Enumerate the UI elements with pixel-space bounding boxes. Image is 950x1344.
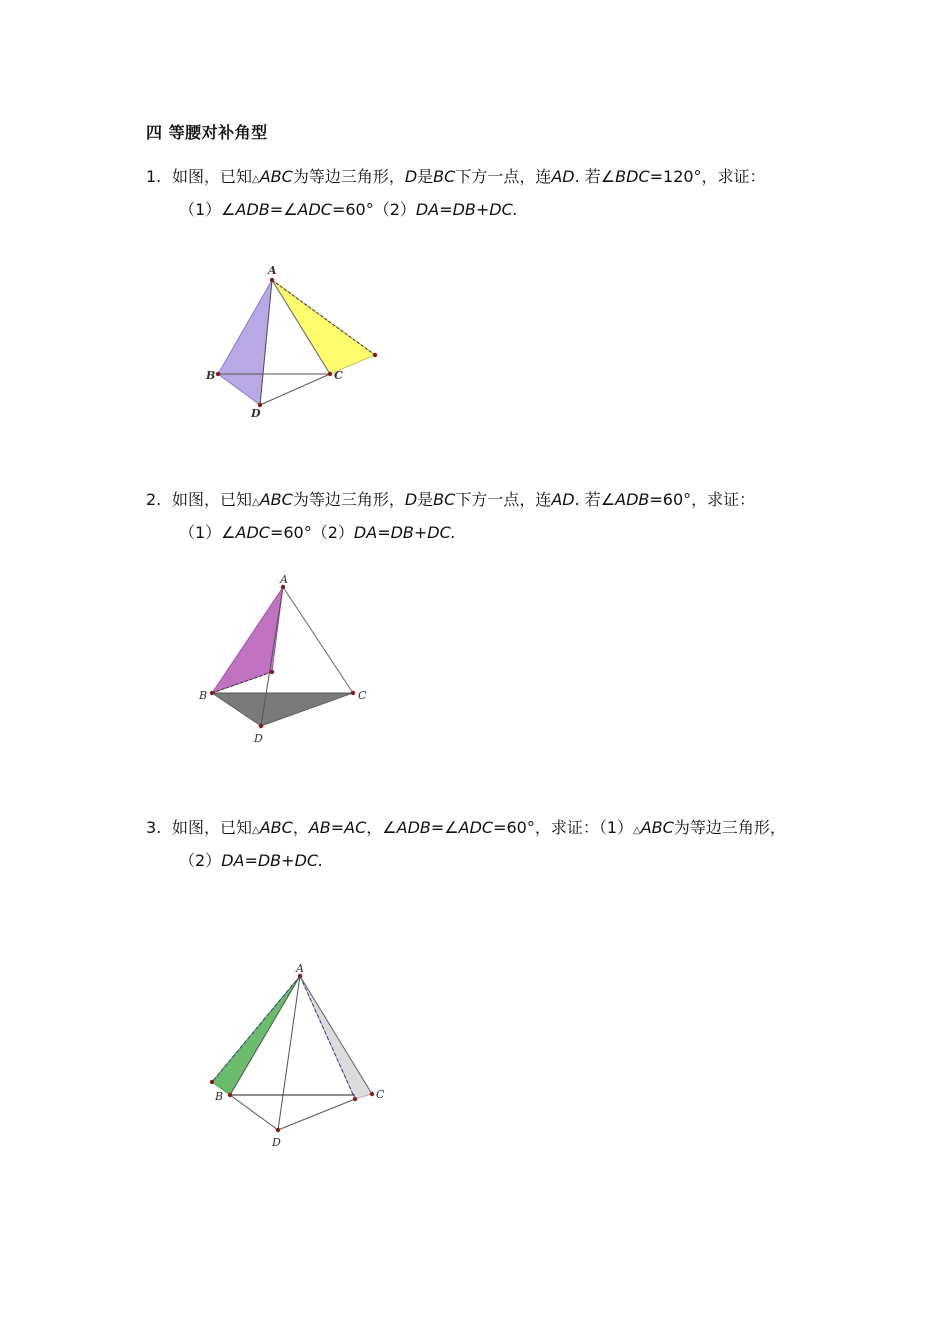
math-var: BC [433, 167, 456, 186]
math-var: ABC [640, 818, 674, 837]
label-c: C [376, 1088, 385, 1101]
figure-3 [190, 955, 400, 1155]
point-a [270, 278, 274, 282]
triangle-symbol: △ [252, 825, 260, 836]
problem-2-line2 [146, 518, 755, 548]
text: ， [292, 818, 309, 837]
text: =60°，求证：（1） [493, 818, 634, 837]
point-b [216, 372, 220, 376]
problem-number: 1. [146, 167, 162, 186]
point-c [351, 691, 355, 695]
text: =∠ [269, 200, 298, 219]
problem-3 [146, 813, 786, 876]
math-var: AB [308, 818, 331, 837]
problem-number: 3. [146, 818, 162, 837]
text: = [244, 851, 258, 870]
math-var: AD [551, 167, 575, 186]
text: . [318, 851, 324, 870]
figure-2-left-triangle [212, 587, 283, 693]
figure-3-dashed-right [300, 976, 355, 1099]
text: 如图，已知 [172, 167, 253, 186]
figure-3-side-ac [300, 976, 372, 1094]
math-var: DC [427, 523, 451, 542]
label-c: C [358, 689, 367, 702]
label-b: B [199, 689, 208, 702]
label-b: B [215, 1090, 224, 1103]
problem-2 [146, 485, 755, 548]
figure-2-side-ac [283, 587, 353, 693]
point-c [370, 1092, 374, 1096]
label-a: A [280, 573, 288, 586]
math-var: DC [294, 851, 319, 870]
point-c [328, 372, 332, 376]
math-var: ADB [615, 490, 650, 509]
text: 下方一点，连 [455, 490, 552, 509]
math-var: DA [415, 200, 440, 219]
point-d [259, 724, 263, 728]
problem-3-line2 [146, 846, 786, 876]
text: （1）∠ [179, 200, 236, 219]
label-d: D [254, 732, 263, 745]
text: 如图，已知 [172, 490, 253, 509]
figure-3-side-ab [230, 976, 300, 1095]
problem-number: 2. [146, 490, 162, 509]
text: = [439, 200, 453, 219]
math-var: ABC [259, 167, 293, 186]
math-var: DB [390, 523, 414, 542]
text: ，∠ [366, 818, 397, 837]
text: + [413, 523, 428, 542]
text: 是 [417, 490, 434, 509]
point-extra-left [210, 1080, 214, 1084]
label-d: D [251, 407, 261, 420]
math-var: ADC [458, 818, 494, 837]
math-var: AC [344, 818, 367, 837]
figure-1 [190, 255, 390, 425]
math-var: BC [433, 490, 456, 509]
math-var: ADB [396, 818, 431, 837]
math-var: ABC [259, 490, 293, 509]
problem-1 [146, 162, 766, 225]
text: 如图，已知 [172, 818, 253, 837]
text: （2） [179, 851, 222, 870]
math-var: D [404, 167, 418, 186]
label-c: C [334, 369, 343, 382]
text: = [330, 818, 345, 837]
math-var: ADB [235, 200, 270, 219]
triangle-symbol: △ [252, 497, 260, 508]
figure-3-segment-bd [230, 1095, 278, 1130]
math-var: ADC [297, 200, 332, 219]
text: =60°（2） [331, 200, 416, 219]
text: 为等边三角形， [673, 818, 786, 837]
math-var: DB [452, 200, 476, 219]
label-b: B [206, 369, 216, 382]
point-b [228, 1093, 232, 1097]
math-var: D [404, 490, 418, 509]
math-var: DC [489, 200, 513, 219]
point-d [276, 1128, 280, 1132]
text: + [475, 200, 490, 219]
text: . 若∠ [574, 490, 616, 509]
label-a: A [268, 264, 277, 277]
triangle-symbol: △ [633, 825, 641, 836]
math-var: DB [257, 851, 282, 870]
text: 是 [417, 167, 434, 186]
figure-2-bottom-triangle [212, 693, 353, 726]
point-b [210, 691, 214, 695]
figure-1-right-triangle [272, 280, 375, 374]
figure-3-segment-dc [278, 1099, 355, 1130]
point-extra [270, 670, 274, 674]
text: . [450, 523, 456, 542]
figure-3-left-triangle [212, 976, 300, 1095]
text: =120°，求证： [649, 167, 766, 186]
text: . 若∠ [574, 167, 616, 186]
triangle-symbol: △ [252, 174, 260, 185]
label-a: A [296, 962, 304, 975]
math-var: AD [551, 490, 575, 509]
math-var: ABC [259, 818, 293, 837]
problem-3-line1 [146, 813, 786, 846]
math-var: DA [221, 851, 245, 870]
text: + [281, 851, 295, 870]
text: =60°（2） [269, 523, 354, 542]
problem-1-line2 [146, 195, 766, 225]
math-var: DA [353, 523, 378, 542]
figure-2 [190, 570, 390, 750]
text: . [512, 200, 518, 219]
text: = [377, 523, 391, 542]
text: =∠ [430, 818, 459, 837]
point-extra [373, 353, 377, 357]
text: （1）∠ [179, 523, 236, 542]
math-var: ADC [235, 523, 270, 542]
text: 下方一点，连 [455, 167, 552, 186]
text: 为等边三角形， [292, 490, 405, 509]
figure-1-left-triangle [218, 280, 272, 405]
point-extra-right [353, 1097, 357, 1101]
section-title: 四 等腰对补角型 [146, 123, 268, 142]
math-var: BDC [615, 167, 650, 186]
problem-1-line1 [146, 162, 766, 195]
figure-1-segment-dc [260, 374, 330, 405]
text: 为等边三角形， [292, 167, 405, 186]
label-d: D [272, 1136, 281, 1149]
problem-2-line1 [146, 485, 755, 518]
text: =60°，求证： [649, 490, 756, 509]
